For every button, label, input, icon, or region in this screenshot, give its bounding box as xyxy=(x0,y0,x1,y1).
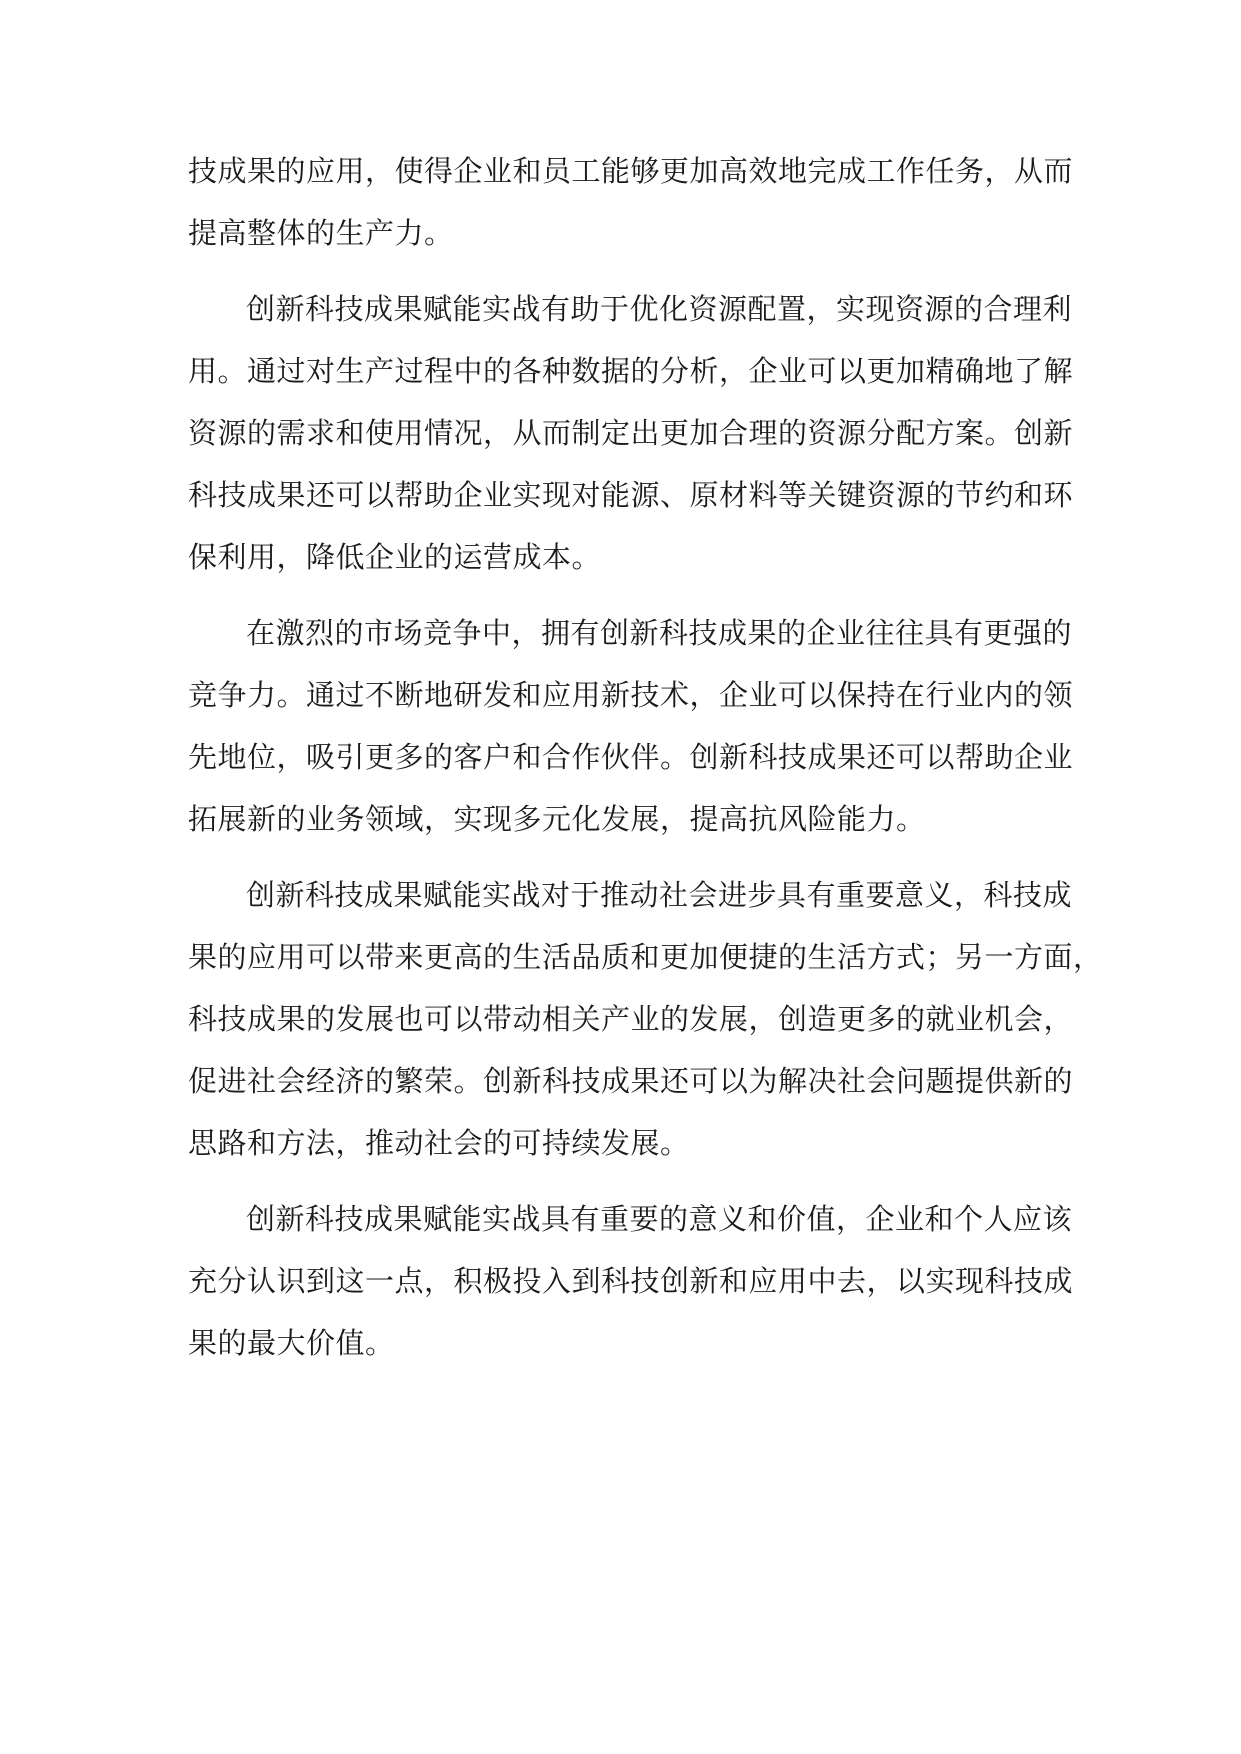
text-line: 果的最大价值。 xyxy=(188,1326,395,1360)
text-line: 先地位，吸引更多的客户和合作伙伴。创新科技成果还可以帮助企业 xyxy=(188,740,1074,774)
paragraph xyxy=(188,1188,1074,1374)
text-line: 创新科技成果赋能实战有助于优化资源配置，实现资源的合理利 xyxy=(246,292,1073,326)
text-line: 在激烈的市场竞争中，拥有创新科技成果的企业往往具有更强的 xyxy=(246,616,1073,650)
paragraph xyxy=(188,140,1074,264)
text-line: 充分认识到这一点，积极投入到科技创新和应用中去，以实现科技成 xyxy=(188,1264,1074,1298)
paragraph xyxy=(188,864,1103,1174)
text-line: 促进社会经济的繁荣。创新科技成果还可以为解决社会问题提供新的 xyxy=(188,1064,1074,1098)
text-line: 拓展新的业务领域，实现多元化发展，提高抗风险能力。 xyxy=(188,802,926,836)
text-line: 创新科技成果赋能实战具有重要的意义和价值，企业和个人应该 xyxy=(246,1202,1073,1236)
text-line: 提高整体的生产力。 xyxy=(188,216,454,250)
text-line: 竞争力。通过不断地研发和应用新技术，企业可以保持在行业内的领 xyxy=(188,678,1074,712)
document-body xyxy=(188,140,1103,1374)
text-line: 资源的需求和使用情况，从而制定出更加合理的资源分配方案。创新 xyxy=(188,416,1074,450)
text-line: 技成果的应用，使得企业和员工能够更加高效地完成工作任务，从而 xyxy=(188,154,1074,188)
paragraph xyxy=(188,602,1074,850)
text-line: 思路和方法，推动社会的可持续发展。 xyxy=(188,1126,690,1160)
text-line: 保利用，降低企业的运营成本。 xyxy=(188,540,602,574)
text-line: 科技成果的发展也可以带动相关产业的发展，创造更多的就业机会， xyxy=(188,1002,1074,1036)
text-line: 果的应用可以带来更高的生活品质和更加便捷的生活方式；另一方面， xyxy=(188,940,1103,974)
paragraph xyxy=(188,278,1074,588)
text-line: 科技成果还可以帮助企业实现对能源、原材料等关键资源的节约和环 xyxy=(188,478,1074,512)
text-line: 用。通过对生产过程中的各种数据的分析，企业可以更加精确地了解 xyxy=(188,354,1074,388)
text-line: 创新科技成果赋能实战对于推动社会进步具有重要意义，科技成 xyxy=(246,878,1073,912)
